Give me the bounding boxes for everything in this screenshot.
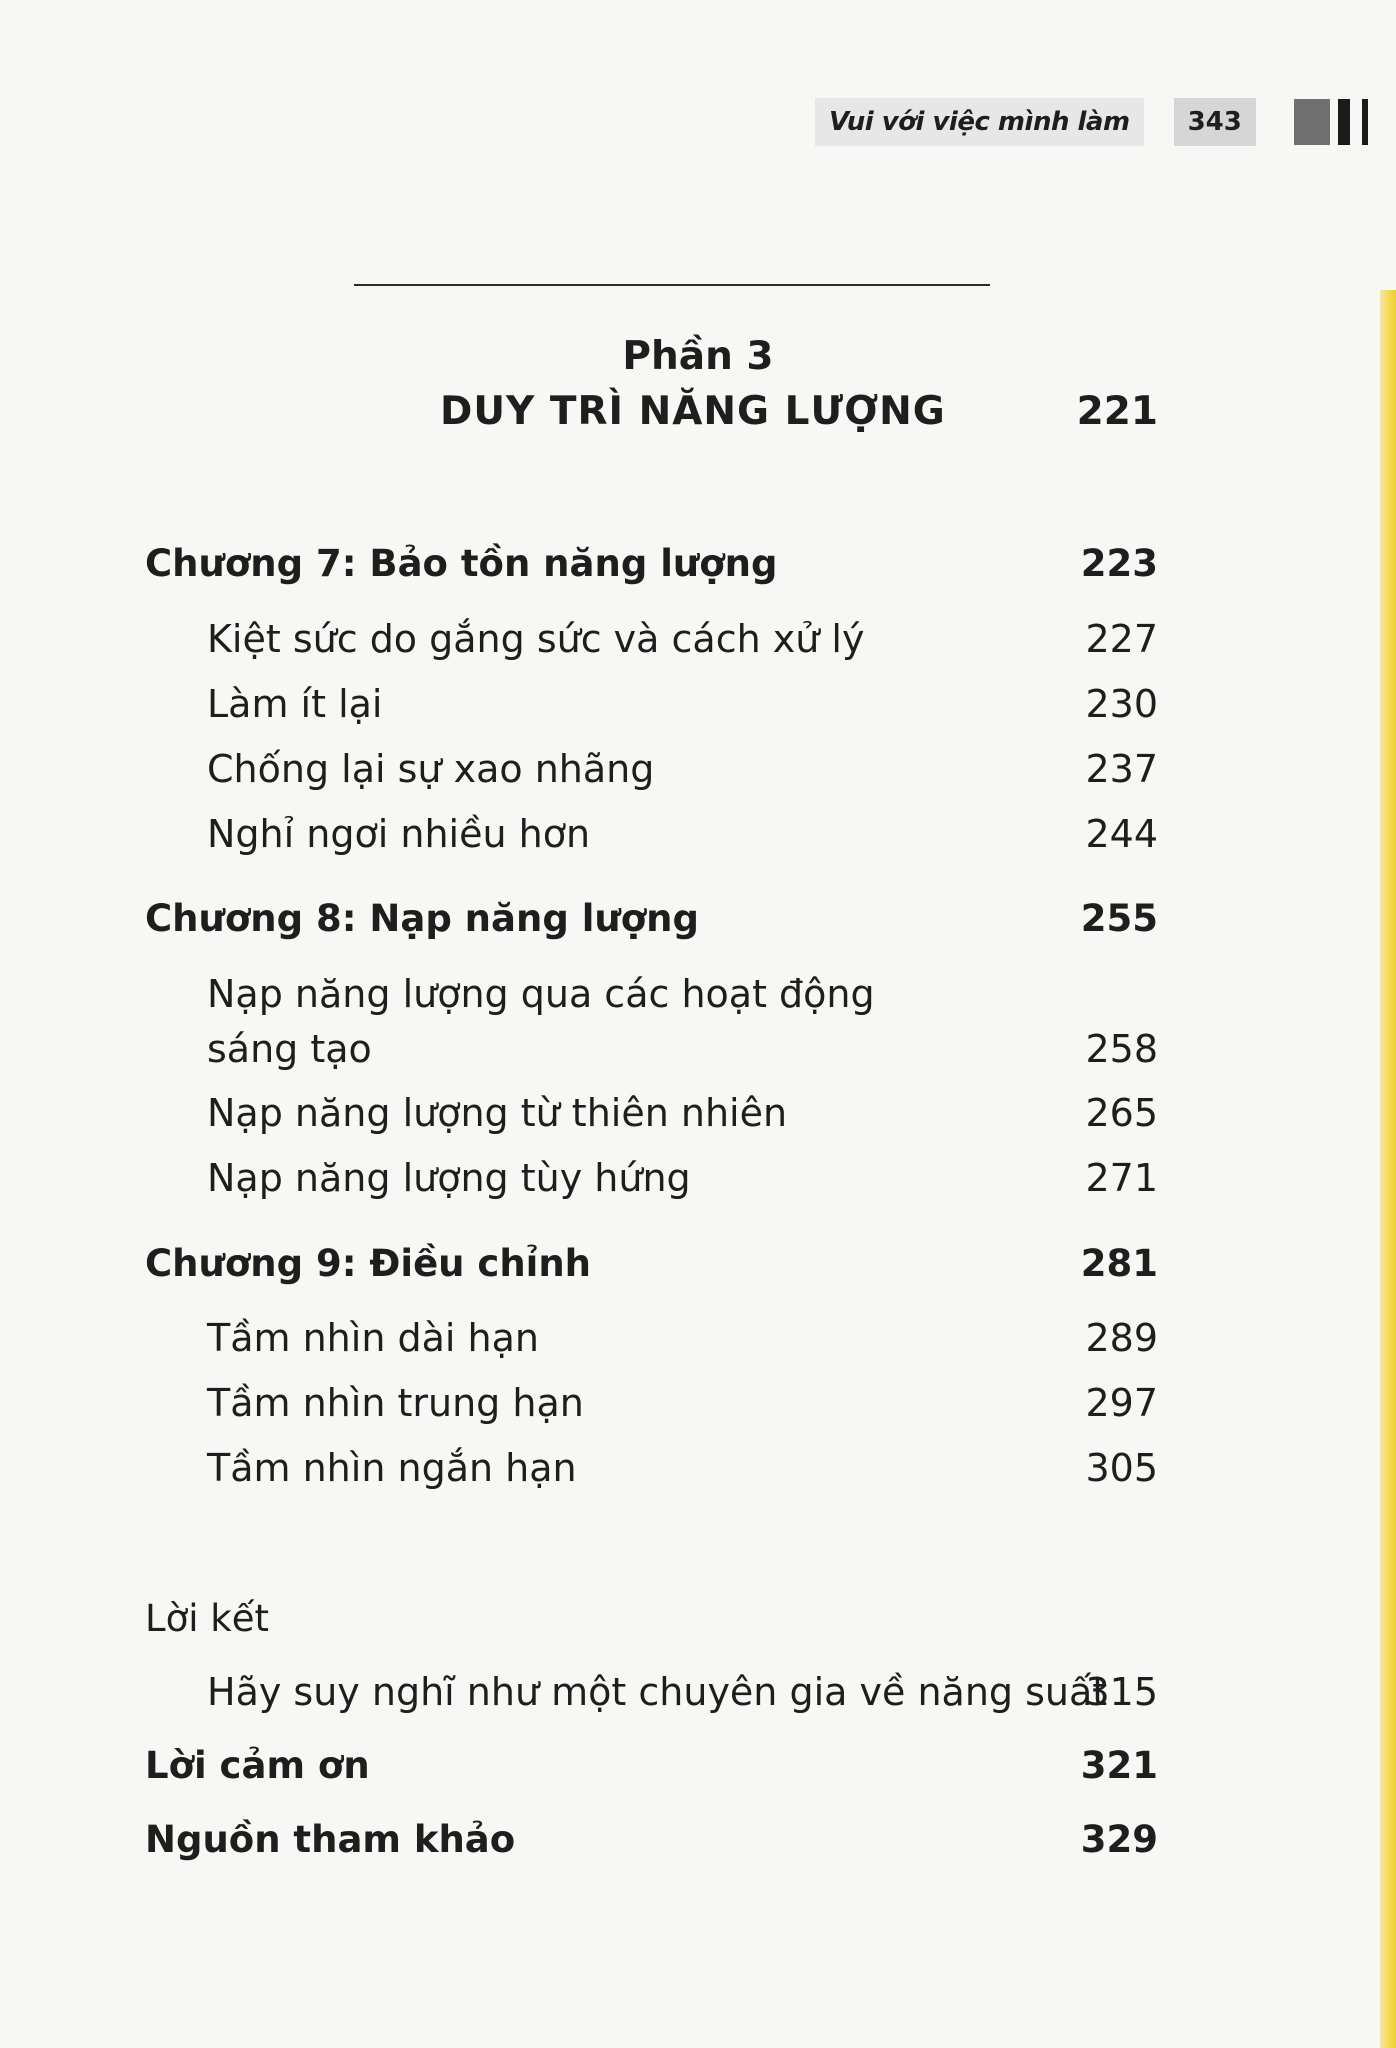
section-title: Tầm nhìn dài hạn: [207, 1316, 539, 1360]
toc-section: [0, 1316, 1396, 1368]
toc-section: [0, 1381, 1396, 1433]
section-title: Kiệt sức do gắng sức và cách xử lý: [207, 617, 865, 661]
section-page: 237: [1085, 747, 1158, 791]
running-header: [815, 98, 1368, 146]
section-title: Tầm nhìn ngắn hạn: [207, 1446, 577, 1490]
section-page: 271: [1085, 1156, 1158, 1200]
black-bar-mark: [1338, 99, 1350, 145]
section-page: 230: [1085, 682, 1158, 726]
toc-section-line1: [0, 972, 1396, 1024]
divider-rule: [354, 284, 990, 286]
toc-section: [0, 1670, 1396, 1722]
afterword-title: Lời kết: [145, 1597, 269, 1640]
book-title: Vui với việc mình làm: [815, 98, 1144, 146]
chapter-title: Chương 8: Nạp năng lượng: [145, 897, 699, 940]
section-title: sáng tạo: [207, 1027, 372, 1071]
toc-section: [0, 617, 1396, 669]
acknowledgments-page: 321: [1080, 1744, 1158, 1787]
toc-section: [0, 1091, 1396, 1143]
toc-acknowledgments: [0, 1744, 1396, 1796]
section-title: Tầm nhìn trung hạn: [207, 1381, 584, 1425]
section-page: 297: [1085, 1381, 1158, 1425]
thin-bar-mark: [1362, 99, 1368, 145]
toc-section: [0, 747, 1396, 799]
chapter-page: 223: [1080, 542, 1158, 585]
part-page: 221: [1076, 389, 1158, 434]
section-page: 289: [1085, 1316, 1158, 1360]
header-bar-marks: [1294, 98, 1368, 146]
toc-chapter-7: [0, 542, 1396, 594]
toc-chapter-8: [0, 897, 1396, 949]
part-title: DUY TRÌ NĂNG LƯỢNG: [440, 389, 946, 434]
section-page: 265: [1085, 1091, 1158, 1135]
toc-section: [0, 1446, 1396, 1498]
toc-afterword: [0, 1597, 1396, 1649]
section-title: Nghỉ ngơi nhiều hơn: [207, 812, 591, 856]
part-label: Phần 3: [622, 334, 774, 379]
toc-section: [0, 812, 1396, 864]
section-title: Làm ít lại: [207, 682, 383, 726]
section-title: Nạp năng lượng qua các hoạt động: [207, 972, 875, 1016]
chapter-page: 281: [1080, 1242, 1158, 1285]
chapter-page: 255: [1080, 897, 1158, 940]
page-number: 343: [1174, 98, 1256, 146]
references-page: 329: [1080, 1818, 1158, 1861]
section-page: 227: [1085, 617, 1158, 661]
section-title: Chống lại sự xao nhãng: [207, 747, 655, 791]
toc-section: [0, 1027, 1396, 1079]
section-title: Nạp năng lượng từ thiên nhiên: [207, 1091, 788, 1135]
section-page: 315: [1085, 1670, 1158, 1714]
chapter-title: Chương 7: Bảo tồn năng lượng: [145, 542, 778, 585]
acknowledgments-title: Lời cảm ơn: [145, 1744, 370, 1787]
section-page: 244: [1085, 812, 1158, 856]
section-page: 305: [1085, 1446, 1158, 1490]
chapter-title: Chương 9: Điều chỉnh: [145, 1242, 592, 1285]
references-title: Nguồn tham khảo: [145, 1818, 516, 1861]
section-title: Nạp năng lượng tùy hứng: [207, 1156, 691, 1200]
section-page: 258: [1085, 1027, 1158, 1071]
section-title: Hãy suy nghĩ như một chuyên gia về năng suất: [207, 1670, 1108, 1714]
toc-section: [0, 682, 1396, 734]
toc-section: [0, 1156, 1396, 1208]
grey-bar-mark: [1294, 99, 1330, 145]
toc-references: [0, 1818, 1396, 1870]
toc-chapter-9: [0, 1242, 1396, 1294]
